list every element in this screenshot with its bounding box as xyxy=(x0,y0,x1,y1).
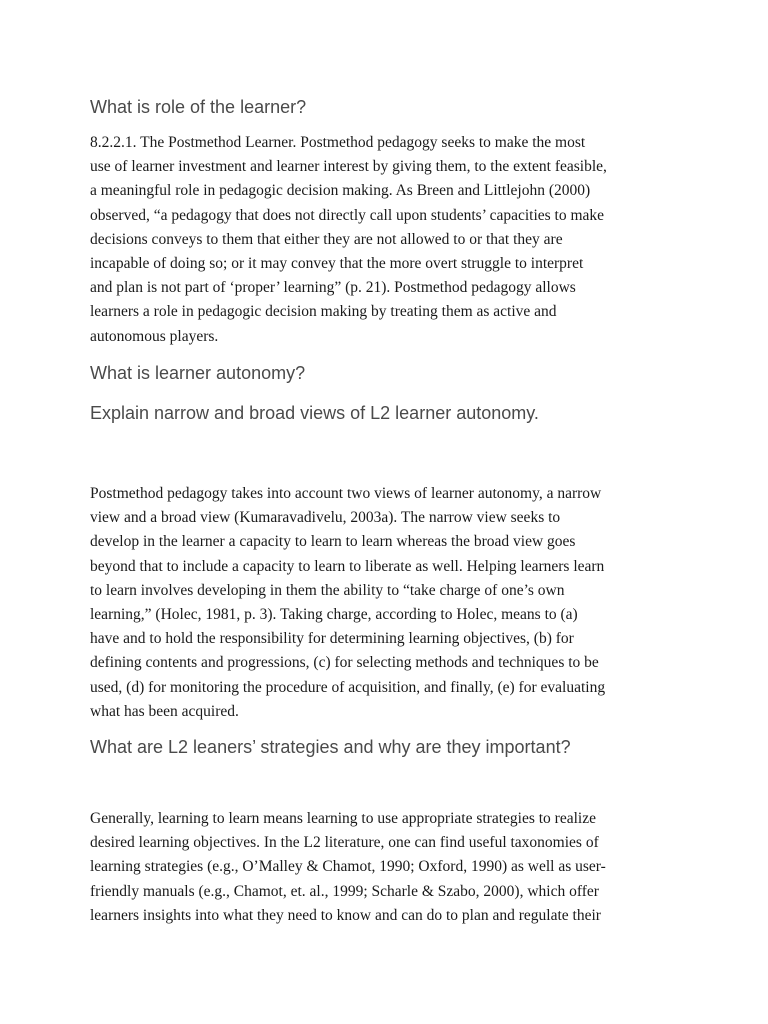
paragraph-line: used, (d) for monitoring the procedure of acquisition, and finally, (e) for evaluating xyxy=(90,678,606,696)
paragraph-line: autonomous players. xyxy=(90,327,219,345)
paragraph-line: Generally, learning to learn means learning to use appropriate strategies to realize xyxy=(90,810,596,827)
paragraph-learner-autonomy xyxy=(90,482,690,724)
paragraph-line: learners a role in pedagogic decision making by treating them as active and xyxy=(90,303,557,321)
paragraph-line: use of learner investment and learner interest by giving them, to the extent feasible, xyxy=(90,158,607,176)
paragraph-line: what has been acquired. xyxy=(90,702,239,720)
paragraph-line: develop in the learner a capacity to learn to learn whereas the broad view goes xyxy=(90,533,576,551)
paragraph-line: 8.2.2.1. The Postmethod Learner. Postmethod pedagogy seeks to make the most xyxy=(90,134,586,151)
paragraph-line: decisions conveys to them that either they are not allowed to or that they are xyxy=(90,230,563,248)
heading-role-of-learner: What is role of the learner? xyxy=(90,97,307,117)
paragraph-line: view and a broad view (Kumaravadivelu, 2003a). The narrow view seeks to xyxy=(90,509,561,527)
paragraph-line: beyond that to include a capacity to learn to liberate as well. Helping learners learn xyxy=(90,557,605,575)
paragraph-learning-strategies xyxy=(90,807,690,928)
heading-learner-autonomy: What is learner autonomy? xyxy=(90,363,306,383)
paragraph-line: friendly manuals (e.g., Chamot, et. al., 1999; Scharle & Szabo, 2000), which offer xyxy=(90,882,599,900)
paragraph-line: learning strategies (e.g., O’Malley & Chamot, 1990; Oxford, 1990) as well as user- xyxy=(90,858,606,876)
paragraph-line: and plan is not part of ‘proper’ learning” (p. 21). Postmethod pedagogy allows xyxy=(90,279,576,297)
paragraph-line: Postmethod pedagogy takes into account two views of learner autonomy, a narrow xyxy=(90,485,602,502)
paragraph-line: a meaningful role in pedagogic decision making. As Breen and Littlejohn (2000) xyxy=(90,182,591,200)
paragraph-line: observed, “a pedagogy that does not directly call upon students’ capacities to make xyxy=(90,206,605,224)
paragraph-line: learning,” (Holec, 1981, p. 3). Taking charge, according to Holec, means to (a) xyxy=(90,605,578,623)
heading-narrow-broad-views: Explain narrow and broad views of L2 learner autonomy. xyxy=(90,403,539,423)
paragraph-line: defining contents and progressions, (c) for selecting methods and techniques to be xyxy=(90,654,599,672)
paragraph-line: have and to hold the responsibility for determining learning objectives, (b) for xyxy=(90,630,574,648)
paragraph-postmethod-learner xyxy=(90,131,690,349)
paragraph-line: to learn involves developing in them the ability to “take charge of one’s own xyxy=(90,581,565,599)
paragraph-line: learners insights into what they need to know and can do to plan and regulate their xyxy=(90,906,601,924)
paragraph-line: desired learning objectives. In the L2 literature, one can find useful taxonomies of xyxy=(90,834,599,852)
heading-l2-strategies: What are L2 leaners’ strategies and why are they important? xyxy=(90,737,571,757)
paragraph-line: incapable of doing so; or it may convey that the more overt struggle to interpret xyxy=(90,254,584,272)
